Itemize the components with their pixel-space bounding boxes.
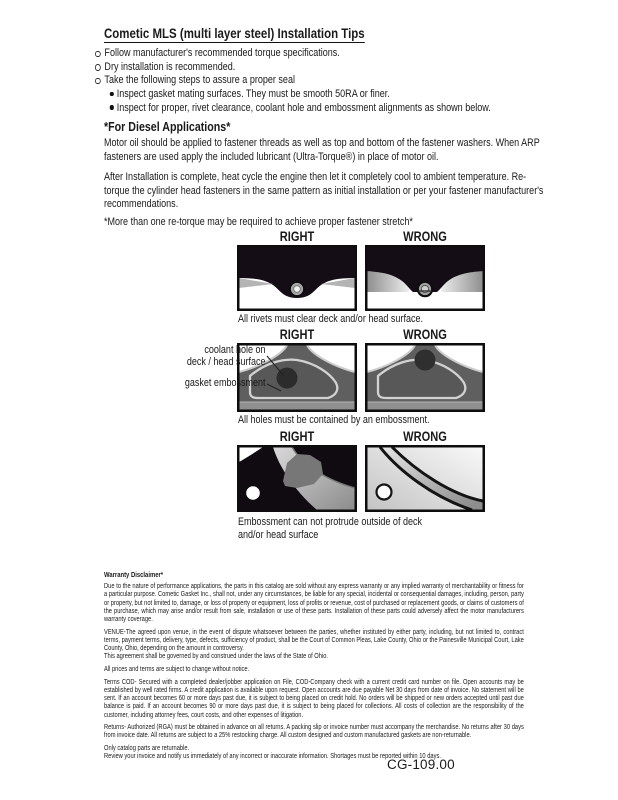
holes-right-cell: [237, 327, 357, 412]
diesel-paragraph-2: After Installation is complete, heat cycle the engine then let it completely cool to ambient temperature. Re-torque the cylinder head fasteners in the same pattern as initial installation or per your fastener manufacturer's recommendations.: [104, 171, 544, 210]
legal-paragraph: Returns- Authorized (RGA) must be obtained in advance on all returns. A packing slip or invoice number must accompany the merchandise. No returns after 30 days from invoice date. All returns are subject to a 25% restocking charge. All custom designed and custom manufactured gaskets are non-returnable.: [104, 724, 524, 740]
embossment-right-diagram: [237, 445, 357, 512]
rivet-wrong-cell: [365, 229, 485, 311]
open-bullet-icon: [95, 78, 100, 85]
legal-paragraph: Only catalog parts are returnable.: [104, 745, 190, 753]
legal-paragraph: All prices and terms are subject to change without notice.: [104, 666, 250, 674]
holes-caption: All holes must be contained by an embossment.: [238, 414, 430, 426]
holes-diagram-pair: [237, 327, 485, 412]
embossment-diagram-pair: [237, 429, 485, 512]
legal-paragraph: VENUE-The agreed upon venue, in the event of dispute whatsoever between the parties, whether instituted by either party, including, but not limited to, contract terms, payment terms, delivery, type, defects, sufficiency of product, shall be the Court of Common Pleas, Lake County, Ohio or the Painesville Municipal Court, Lake County, Ohio, depending on the amount in controversy.: [104, 628, 524, 653]
page-title: Cometic MLS (multi layer steel) Installation Tips: [104, 25, 365, 41]
list-item: Dry installation is recommended.: [95, 61, 603, 75]
right-label: RIGHT: [279, 429, 315, 444]
diesel-heading: *For Diesel Applications*: [104, 119, 231, 134]
rivet-wrong-diagram: [365, 245, 485, 311]
rivet-right-diagram: [237, 245, 357, 311]
holes-wrong-diagram: [365, 343, 485, 412]
filled-bullet-icon: [110, 92, 114, 97]
list-subitem: Inspect for proper, rivet clearance, coolant hole and embossment alignments as shown below.: [95, 102, 603, 116]
legal-paragraph: This agreement shall be governed by and construed under the laws of the State of Ohio.: [104, 653, 329, 661]
list-item: Follow manufacturer's recommended torque specifications.: [95, 47, 603, 61]
open-bullet-icon: [95, 64, 100, 71]
retorque-note: *More than one re-torque may be required to achieve proper fastener stretch*: [104, 216, 413, 228]
right-label: RIGHT: [279, 229, 315, 244]
filled-bullet-icon: [110, 105, 114, 110]
embossment-right-cell: [237, 429, 357, 512]
wrong-label: WRONG: [403, 229, 447, 244]
embossment-wrong-cell: [365, 429, 485, 512]
wrong-label: WRONG: [403, 327, 447, 342]
page-code: CG-109.00: [387, 757, 455, 772]
coolant-hole-label: coolant hole on deck / head surface: [186, 344, 266, 368]
list-item: Take the following steps to assure a proper seal: [95, 74, 603, 88]
wrong-label: WRONG: [403, 429, 447, 444]
holes-wrong-cell: [365, 327, 485, 412]
gasket-embossment-label: gasket embossment: [184, 377, 266, 389]
right-label: RIGHT: [279, 327, 315, 342]
rivet-caption: All rivets must clear deck and/or head surface.: [238, 313, 423, 325]
warranty-heading: Warranty Disclaimer*: [104, 570, 164, 579]
list-subitem: Inspect gasket mating surfaces. They must be smooth 50RA or finer.: [95, 88, 603, 102]
legal-paragraph: Due to the nature of performance applications, the parts in this catalog are sold without any express warranty or any implied warranty of merchantability or fitness for a particular purpose. Cometic Gasket Inc., shall not, under any circumstances, be liable for any special, incidental or consequential damages, including, person, party or property, but not limited to, damage, or loss of property or equipment, loss of profits or revenue, cost of purchased or replacement goods, or claims of customers of the purchase, which may arise and/or result from sale, installation or use of these parts. Installation of these parts could adversely affect the motor manufacturers warranty coverage.: [104, 583, 524, 624]
rivet-diagram-pair: [237, 229, 485, 311]
open-bullet-icon: [95, 51, 100, 58]
rivet-right-cell: [237, 229, 357, 311]
embossment-wrong-diagram: [365, 445, 485, 512]
diesel-paragraph-1: Motor oil should be applied to fastener threads as well as top and bottom of the fastener washers. When ARP fasteners are used apply the included lubricant (Ultra-Torque®) in place of motor oil.: [104, 137, 540, 163]
legal-paragraph: Terms COD- Secured with a completed dealer/jobber application on File, COD-Company check with a current credit card number on file. Open accounts may be established by well rated firms. A credit application is available upon request. Open accounts are due payable Net 30 days from date of invoice. No statement will be sent. If an account becomes 60 or more days past due, it is subject to being placed on credit hold. No orders will be shipped or new orders accepted until past due balance is paid. If an account becomes 90 or more days past due, it is subject to being placed for collections. All costs of collection are the responsibility of the customer, including attorney fees, court costs, and other expenses of litigation.: [104, 678, 524, 719]
legal-paragraph: Review your invoice and notify us immediately of any incorrect or inaccurate information. Shortages must be reported within 10 days.: [104, 753, 441, 761]
installation-tips-list: [95, 47, 603, 115]
legal-section: [104, 571, 524, 766]
embossment-caption: Embossment can not protrude outside of deck and/or head surface: [238, 516, 423, 541]
